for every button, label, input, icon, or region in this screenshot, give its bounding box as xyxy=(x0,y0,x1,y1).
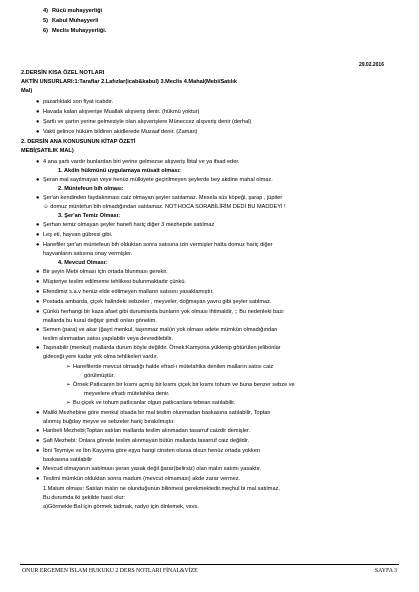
bullet-item xyxy=(36,109,199,116)
bullet-icon: ● xyxy=(36,222,40,228)
bullet-icon: ● xyxy=(36,289,40,295)
paragraph-cont: Bu durumda iki şekilde hasıl olur: xyxy=(43,495,126,501)
bullet-item xyxy=(36,177,273,184)
bullet-item xyxy=(36,119,251,126)
sub-bullet-item xyxy=(66,382,295,389)
page-footer xyxy=(20,564,399,577)
list-text: Rücü muhayyerliği xyxy=(52,8,103,14)
paragraph: 1.Malum olması: Satılan malın ne olunduğunun bilinmesi gerekmektedir.meçhul bi mal satılmaz. xyxy=(43,486,280,492)
bullet-icon: ● xyxy=(36,195,40,201)
bullet-icon: ● xyxy=(36,410,40,416)
bullet-text-cont: baskasına satılabilir xyxy=(43,457,93,463)
bullet-icon: ● xyxy=(36,476,40,482)
section-title: 2.DERSİN KISA ÖZEL NOTLARI xyxy=(21,70,105,76)
section-subtitle: AKTİN UNSURLARI:1:Taraflar 2.Lafızlar(icab&kabul) 3.Meclis 4.Mahal(Mebi/Satılık xyxy=(21,79,237,85)
sub-bullet-item xyxy=(66,400,235,407)
bullet-text: Şartlı ve şartın yerine gelmesiyle olan alışverişlere Müneccez alışveriş denir (derhal) xyxy=(43,119,252,125)
bullet-text: Semen (para) ve akar (ğayri menkul, taşınmaz malı)n yok olması adete mümkün olmadığından xyxy=(43,327,278,333)
bullet-item xyxy=(36,222,214,229)
bullet-item xyxy=(36,448,260,455)
list-item xyxy=(36,8,102,15)
bullet-item xyxy=(36,428,250,435)
bullet-icon: ● xyxy=(36,269,40,275)
bullet-text: Mevcud olmayanın satılması şeran yasak değil ğarar(belirsiz) olan malın satımı yasaktır. xyxy=(43,466,262,472)
bullet-icon: ● xyxy=(36,279,40,285)
bullet-icon: ● xyxy=(36,345,40,351)
bullet-icon: ● xyxy=(36,99,40,105)
subheading: 1. Akdin hükmünü uygulamaya müsait olması: xyxy=(58,168,181,174)
bullet-text: Şer'an kendinden faydalınması caiz olmayan şeyler satılamaz. Mesela süs köpeği, şarap , jüpiter xyxy=(43,195,283,201)
bullet-icon: ● xyxy=(36,242,40,248)
bullet-text-cont: mallarda bu kural değişir şimdi onları gönelim. xyxy=(43,318,157,324)
bullet-icon: ● xyxy=(36,428,40,434)
list-number: 6) xyxy=(43,28,48,34)
bullet-icon: ● xyxy=(36,438,40,444)
list-number: 4) xyxy=(43,8,48,14)
paragraph: a)Görmekle:Bal için görmek tadmak, radyo için dinlemek, vsvs. xyxy=(43,504,199,510)
bullet-icon: ● xyxy=(36,309,40,315)
subheading: 4. Mevcud Olması: xyxy=(58,260,108,266)
bullet-item xyxy=(36,232,112,239)
bullet-text: Şafi Mezhebi: Onlara görede teslim alınmayan bütün mallarda tasarruf caiz değildir. xyxy=(43,438,250,444)
bullet-item xyxy=(36,269,168,276)
sub-bullet-text: Örnek:Patlıcanın bir kısmı açmış bir kısmı çiçek bir kısmı tohum ve buna benzer sebze ve xyxy=(73,382,295,388)
bullet-item xyxy=(36,129,197,136)
bullet-text: Taşınabilir (menkul) mallarda durum böyle değildir. Örnek:Kamyona yüklenip götürülen jelibonlar xyxy=(43,345,281,351)
bullet-text-cont: hayvanların satısına onay vermişler. xyxy=(43,251,133,257)
bullet-item xyxy=(36,410,271,417)
bullet-text: Postada ambarda, çiçek halindeki sebzeler , meyveler, doğmayan yavru gibi şeyler satılmaz. xyxy=(43,299,272,305)
bullet-text: Çünkü herhangi bir kaza afaet gibi durumlarda bunların yok olması ihtimaldir, ;; Bu nedenleki bazı xyxy=(43,309,284,315)
bullet-text: Vakti gelince hüküm bildiren akidlerede Muzaaf denir. (Zaman) xyxy=(43,129,198,135)
bullet-icon: ● xyxy=(36,327,40,333)
bullet-text: Teslimi mümkün olduktan sonra madum (mevcut olmaması) akde zarar vermez. xyxy=(43,476,241,482)
subheading: 2. Müntefeun bih olması: xyxy=(58,186,124,192)
arrow-icon: ➢ xyxy=(66,382,71,388)
list-item xyxy=(36,18,98,25)
section-title: 2. DERSİN ANA KONUSUNUN KİTAP ÖZETİ xyxy=(21,139,136,145)
list-text: Kabul Muhayyerli xyxy=(52,18,99,24)
list-text: Meclis Muhayyerliği. xyxy=(52,28,107,34)
section-subtitle-cont: Mal) xyxy=(21,88,33,94)
bullet-item xyxy=(36,159,240,166)
sub-bullet-text-cont: meyvelere efradı mütelahika denir. xyxy=(84,391,170,397)
bullet-item xyxy=(36,327,277,334)
list-item xyxy=(36,28,106,35)
bullet-icon: ● xyxy=(36,299,40,305)
bullet-icon: ● xyxy=(36,159,40,165)
bullet-item xyxy=(36,289,214,296)
bullet-item xyxy=(36,309,284,316)
bullet-text: Şerhan temiz olmayan şeyler hanefi hariç diğer 3 mezhepde satılmaz xyxy=(43,222,215,228)
bullet-icon: ● xyxy=(36,119,40,125)
bullet-text-cont: gideceği yere kadar yok olma tehlikeleri vardır. xyxy=(43,354,159,360)
bullet-text: Maliki Mezhebine göre menkul olsada bir mal teslim olunmadan baskasına satılabilir, Toptan xyxy=(43,410,271,416)
bullet-icon: ● xyxy=(36,448,40,454)
bullet-item xyxy=(36,476,240,483)
bullet-item xyxy=(36,299,272,306)
bullet-text-cont: ☺ domuz müntefun bih olmadığından satılamaz. NOT:HOCA SORABİLİRİM DEDİ BU MADDEYİ ! xyxy=(43,204,286,210)
section-subtitle: MEBİ(SATILIK MAL) xyxy=(21,148,74,154)
bullet-text: İbni Teymiye ve İbn Kayyıma göre eşya hangi cinsten olursa olsun henüz ortada yokken xyxy=(43,448,260,454)
list-number: 5) xyxy=(43,18,48,24)
bullet-text-cont: teslim alınmadan satısı yapılabilir veya devredilebilir. xyxy=(43,336,173,342)
bullet-icon: ● xyxy=(36,129,40,135)
bullet-text: 4 ana şartı vardır bunlardan biri yerine gelmezse alışveriş İbtal ve ya ifsad eder. xyxy=(43,159,240,165)
bullet-text-cont: alınmış buğday meyve ve sebzeler hariç bırakılmıştır. xyxy=(43,419,175,425)
bullet-item xyxy=(36,242,273,249)
bullet-item xyxy=(36,438,249,445)
document-date: 29.02.2016 xyxy=(358,62,384,68)
arrow-icon: ➢ xyxy=(66,364,71,370)
sub-bullet-text: Hanefilerde mevcut olmadığı halde efrad-ı mütelahika denilen malların satısı caiz xyxy=(73,364,274,370)
sub-bullet-text: Bu çiçek ve tohum patlıcanlar olgun patlıcanlara tebean satılabilir. xyxy=(73,400,236,406)
bullet-item xyxy=(36,99,113,106)
arrow-icon: ➢ xyxy=(66,400,71,406)
bullet-item xyxy=(36,279,186,286)
sub-bullet-item xyxy=(66,364,273,371)
subheading: 3. Şer'an Temiz Olması: xyxy=(58,213,121,219)
bullet-text: Efendimiz s.a.v henüz elde edilmeyen malların satısını yasaklamıştır. xyxy=(43,289,214,295)
bullet-icon: ● xyxy=(36,466,40,472)
bullet-text: pazarlıktaki son fiyat icabdır. xyxy=(43,99,114,105)
footer-title: ONUR ERGEMEN İSLAM HUKUKU 2 DERS NOTLARI FİNAL&VİZE xyxy=(22,568,198,574)
bullet-icon: ● xyxy=(36,232,40,238)
bullet-icon: ● xyxy=(36,109,40,115)
bullet-item xyxy=(36,345,281,352)
bullet-text: Bir şeyin Mebi olması için ortada blunması gerekir. xyxy=(43,269,168,275)
bullet-text: Leş eti, hayvan gübresi gibi. xyxy=(43,232,113,238)
bullet-text: Şeran mal sayılmayan veye henüz mülkiyete geçirilmeyen şeylerde bey akdine mahal olmaz. xyxy=(43,177,273,183)
bullet-item xyxy=(36,195,282,202)
bullet-text: Hanefiler şer'an müntefeun bih olduktan sonra satısına izin vermişler hatta domuz hariç diğer xyxy=(43,242,273,248)
bullet-item xyxy=(36,466,261,473)
bullet-text: Hanbeli Mezhebi;Toptan satılan mallarda teslim alınmadan tasarruf caizdir demişler. xyxy=(43,428,251,434)
bullet-icon: ● xyxy=(36,177,40,183)
sub-bullet-text-cont: görülmüştür. xyxy=(84,373,115,379)
bullet-text: Havada kalan alışverişe Muallak alışveriş denir. (hükmü yoktur) xyxy=(43,109,200,115)
page-number: SAYFA 3 xyxy=(374,568,397,574)
bullet-text: Müşteriye teslim edilmeme tehlikesi bulunmaktadır çünkü. xyxy=(43,279,187,285)
